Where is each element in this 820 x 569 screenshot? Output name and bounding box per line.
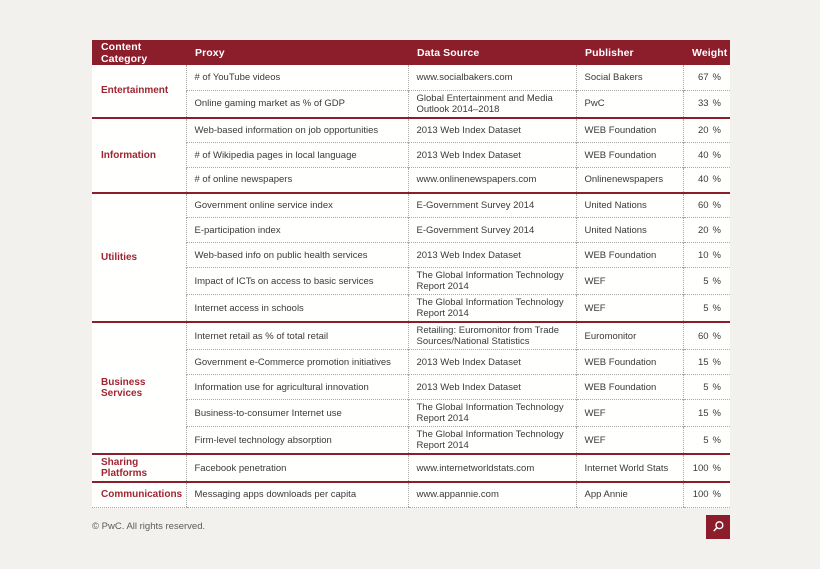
table-header-row [92,40,730,65]
source-cell: 2013 Web Index Dataset [408,350,576,375]
weight-unit: % [712,98,721,109]
weight-cell [683,90,730,118]
weight-cell [683,118,730,143]
proxy-cell: Information use for agricultural innovation [186,375,408,400]
weight-cell [683,268,730,295]
proxy-cell: Business-to-consumer Internet use [186,400,408,427]
proxy-cell: Government online service index [186,193,408,218]
column-header-publisher: Publisher [576,40,683,65]
table-row [92,295,730,323]
publisher-cell: Internet World Stats [576,454,683,482]
table-row [92,350,730,375]
table-row [92,168,730,193]
source-cell: www.socialbakers.com [408,65,576,90]
source-cell: 2013 Web Index Dataset [408,243,576,268]
proxy-cell: Messaging apps downloads per capita [186,482,408,507]
proxy-cell: Firm-level technology absorption [186,427,408,455]
table-row [92,193,730,218]
source-cell: E-Government Survey 2014 [408,218,576,243]
table-row [92,65,730,90]
report-table-panel [92,40,730,539]
publisher-cell: United Nations [576,218,683,243]
weight-unit: % [712,407,721,419]
source-cell: www.internetworldstats.com [408,454,576,482]
weight-unit: % [712,71,721,83]
weight-value: 5 [703,434,709,446]
source-cell: The Global Information Technology Report 2014 [408,268,576,295]
table-row [92,400,730,427]
weight-unit: % [712,124,721,136]
table-row [92,482,730,507]
category-cell-entertainment: Entertainment [92,65,186,118]
weight-cell [683,243,730,268]
category-cell-information: Information [92,118,186,193]
weight-value: 100 [692,489,709,501]
weight-unit: % [712,462,721,474]
weight-unit: % [712,434,721,446]
publisher-cell: WEF [576,427,683,455]
weight-cell [683,482,730,507]
weight-value: 20 [697,224,709,236]
proxy-cell: Web-based info on public health services [186,243,408,268]
proxy-cell: Government e-Commerce promotion initiatives [186,350,408,375]
weight-value: 40 [697,149,709,161]
weight-value: 67 [697,71,709,83]
category-cell-utilities: Utilities [92,193,186,323]
weight-unit: % [712,302,721,314]
weight-unit: % [712,199,721,211]
column-header-proxy: Proxy [186,40,408,65]
weight-value: 10 [697,249,709,261]
weight-cell [683,350,730,375]
table-row [92,218,730,243]
content-category-weights-table [92,40,730,508]
copyright-text: © PwC. All rights reserved. [92,521,206,532]
table-row [92,90,730,118]
page-footer [92,515,730,539]
source-cell: www.appannie.com [408,482,576,507]
table-row [92,375,730,400]
source-cell: Retailing: Euromonitor from Trade Sources/National Statistics [408,322,576,350]
search-button[interactable] [706,515,730,539]
publisher-cell: PwC [576,90,683,118]
publisher-cell: Euromonitor [576,322,683,350]
weight-value: 60 [697,199,709,211]
proxy-cell: Facebook penetration [186,454,408,482]
publisher-cell: WEF [576,295,683,323]
source-cell: The Global Information Technology Report 2014 [408,400,576,427]
weight-unit: % [712,356,721,368]
proxy-cell: # of online newspapers [186,168,408,193]
publisher-cell: WEB Foundation [576,143,683,168]
source-cell: The Global Information Technology Report 2014 [408,427,576,455]
publisher-cell: WEB Foundation [576,118,683,143]
proxy-cell: E-participation index [186,218,408,243]
proxy-cell: Online gaming market as % of GDP [186,90,408,118]
weight-value: 5 [703,302,709,314]
weight-value: 60 [697,330,709,342]
weight-unit: % [712,249,721,261]
table-row [92,454,730,482]
weight-value: 5 [703,275,709,287]
weight-unit: % [712,174,721,186]
table-row [92,322,730,350]
table-row [92,243,730,268]
publisher-cell: WEB Foundation [576,243,683,268]
weight-value: 15 [697,407,709,419]
weight-cell [683,454,730,482]
weight-cell [683,143,730,168]
weight-unit: % [712,330,721,342]
weight-unit: % [712,224,721,236]
source-cell: www.onlinenewspapers.com [408,168,576,193]
category-cell-communications: Communications [92,482,186,507]
weight-cell [683,295,730,323]
weight-cell [683,375,730,400]
weight-cell [683,427,730,455]
proxy-cell: # of YouTube videos [186,65,408,90]
publisher-cell: WEF [576,268,683,295]
magnifier-icon [712,520,725,533]
table-row [92,143,730,168]
source-cell: 2013 Web Index Dataset [408,143,576,168]
weight-unit: % [712,275,721,287]
table-row [92,268,730,295]
publisher-cell: Social Bakers [576,65,683,90]
weight-cell [683,400,730,427]
weight-cell [683,193,730,218]
source-cell: 2013 Web Index Dataset [408,118,576,143]
weight-unit: % [712,381,721,393]
weight-unit: % [712,149,721,161]
column-header-content-category: Content Category [92,40,186,65]
weight-cell [683,65,730,90]
table-row [92,427,730,455]
weight-value: 20 [697,124,709,136]
source-cell: E-Government Survey 2014 [408,193,576,218]
weight-cell [683,322,730,350]
publisher-cell: App Annie [576,482,683,507]
column-header-weight: Weight [683,40,730,65]
weight-value: 15 [697,356,709,368]
category-cell-business-services: Business Services [92,322,186,454]
publisher-cell: United Nations [576,193,683,218]
proxy-cell: Internet retail as % of total retail [186,322,408,350]
publisher-cell: WEF [576,400,683,427]
weight-cell [683,168,730,193]
weight-value: 33 [697,98,709,109]
column-header-data-source: Data Source [408,40,576,65]
proxy-cell: Impact of ICTs on access to basic services [186,268,408,295]
publisher-cell: WEB Foundation [576,375,683,400]
source-cell: Global Entertainment and Media Outlook 2014–2018 [408,90,576,118]
weight-unit: % [712,489,721,501]
proxy-cell: # of Wikipedia pages in local language [186,143,408,168]
source-cell: The Global Information Technology Report 2014 [408,295,576,323]
publisher-cell: WEB Foundation [576,350,683,375]
publisher-cell: Onlinenewspapers [576,168,683,193]
weight-value: 100 [692,462,709,474]
weight-value: 5 [703,381,709,393]
table-row [92,118,730,143]
weight-value: 40 [697,174,709,186]
proxy-cell: Internet access in schools [186,295,408,323]
weight-cell [683,218,730,243]
category-cell-sharing-platforms: Sharing Platforms [92,454,186,482]
source-cell: 2013 Web Index Dataset [408,375,576,400]
proxy-cell: Web-based information on job opportunities [186,118,408,143]
